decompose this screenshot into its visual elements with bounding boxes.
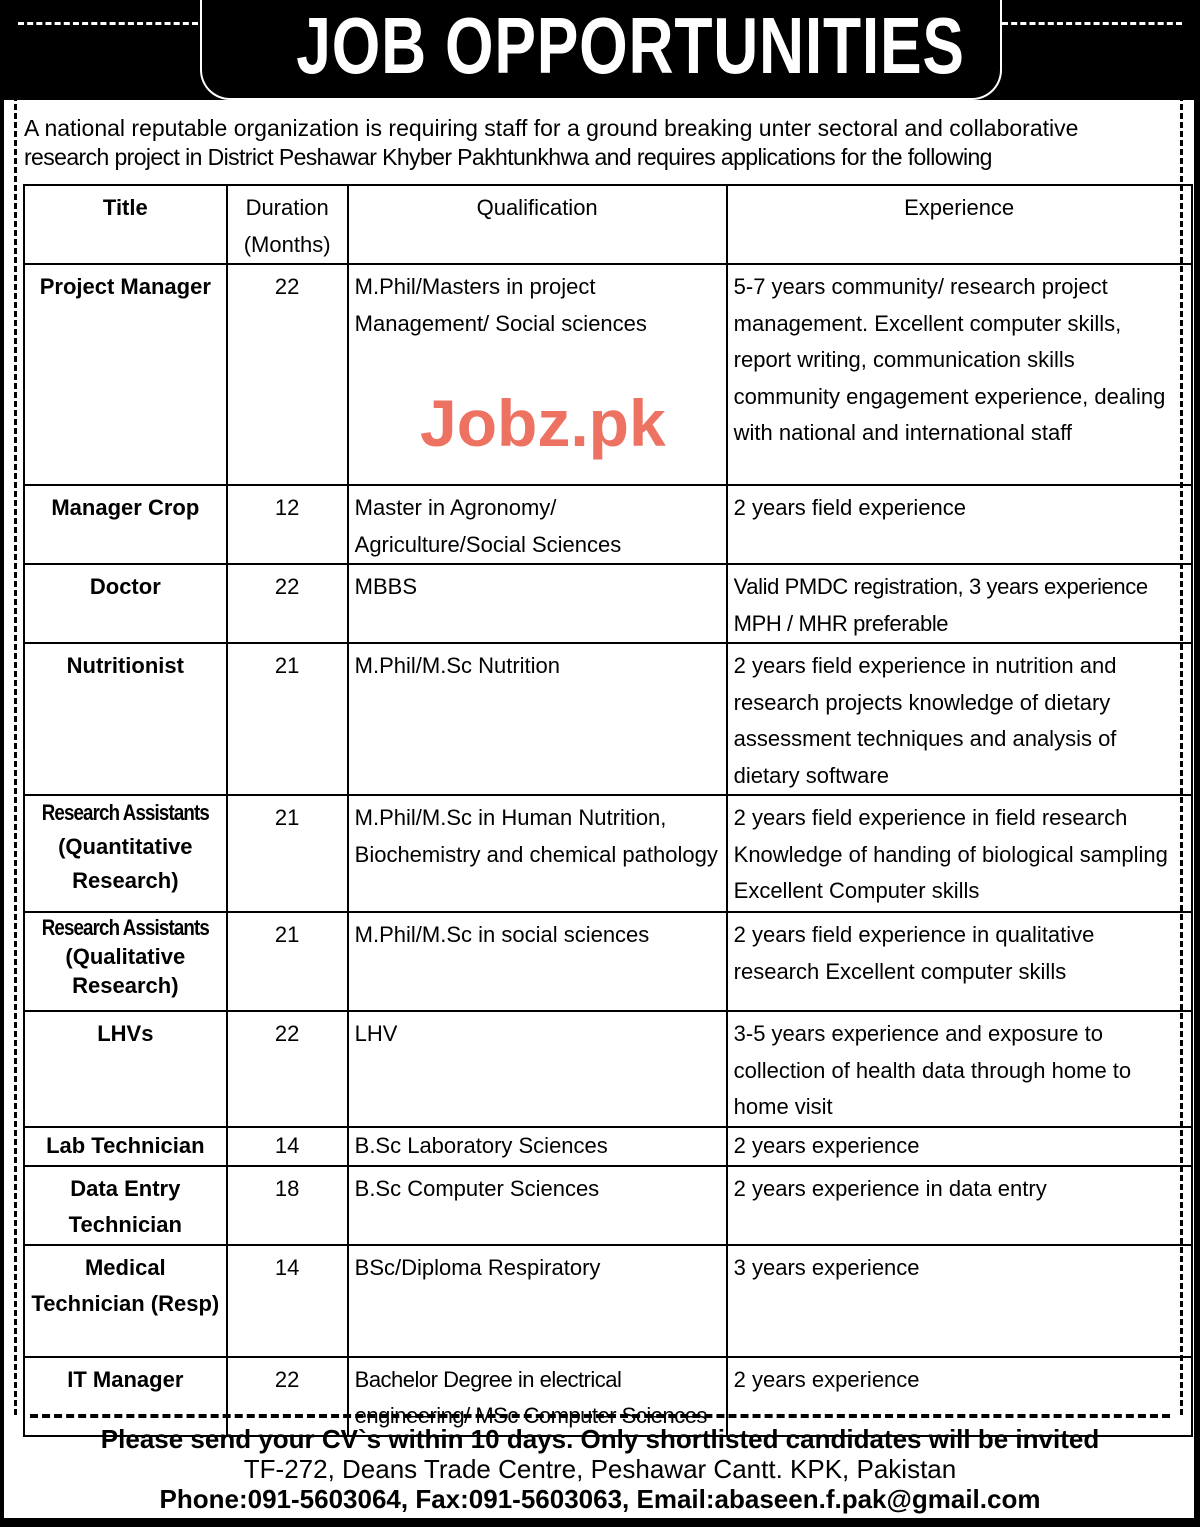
header-dash-right <box>1002 22 1182 25</box>
table-row <box>24 1166 1192 1245</box>
intro-line-1: A national reputable organization is requiring staff for a ground breaking unter sectoral and collaborative <box>24 115 1079 141</box>
job-experience: 2 years field experience in nutrition and research projects knowledge of dietary assessment techniques and analysis of dietary software <box>727 643 1192 795</box>
table-row <box>24 485 1192 564</box>
table-row <box>24 912 1192 1011</box>
job-qualification: MBBS <box>348 564 727 643</box>
job-experience: 3-5 years experience and exposure to collection of health data through home to home visit <box>727 1011 1192 1127</box>
job-duration: 22 <box>227 1011 348 1127</box>
job-title: Project Manager <box>24 264 227 485</box>
table-row <box>24 643 1192 795</box>
job-qualification: M.Phil/M.Sc Nutrition <box>348 643 727 795</box>
header-experience: Experience <box>727 185 1192 264</box>
table-header-row <box>24 185 1192 264</box>
job-title: LHVs <box>24 1011 227 1127</box>
job-title: IT Manager <box>24 1357 227 1436</box>
job-duration: 21 <box>227 643 348 795</box>
job-duration: 22 <box>227 264 348 485</box>
table-row <box>24 1245 1192 1357</box>
job-title: Research Assistants <box>41 915 209 940</box>
job-duration: 14 <box>227 1245 348 1357</box>
table-row <box>24 795 1192 912</box>
job-qualification: B.Sc Computer Sciences <box>348 1166 727 1245</box>
job-qualification: LHV <box>348 1011 727 1127</box>
header-qualification: Qualification <box>348 185 727 264</box>
job-qualification: BSc/Diploma Respiratory <box>348 1245 727 1357</box>
job-title: Medical Technician (Resp) <box>24 1245 227 1357</box>
job-duration: 21 <box>227 912 348 1011</box>
job-subtitle: (Quantitative Research) <box>58 834 193 893</box>
job-title-cell <box>24 795 227 912</box>
job-experience: 2 years experience in data entry <box>727 1166 1192 1245</box>
footer <box>0 1424 1200 1514</box>
job-experience: 2 years field experience <box>727 485 1192 564</box>
table-row <box>24 1127 1192 1166</box>
job-duration: 12 <box>227 485 348 564</box>
job-qualification: Bachelor Degree in electrical engineering/ MSc Computer Sciences <box>348 1357 727 1436</box>
job-title: Manager Crop <box>24 485 227 564</box>
title-box <box>200 0 1002 100</box>
footer-address: TF-272, Deans Trade Centre, Peshawar Cantt. KPK, Pakistan <box>243 1454 957 1484</box>
header-duration: Duration (Months) <box>227 185 348 264</box>
header-title: Title <box>24 185 227 264</box>
watermark: Jobz.pk <box>420 386 666 460</box>
job-duration: 14 <box>227 1127 348 1166</box>
job-title: Research Assistants <box>41 800 209 825</box>
job-subtitle: (Qualitative Research) <box>65 944 186 998</box>
job-qualification: M.Phil/Masters in project Management/ Social sciences <box>348 264 727 485</box>
job-qualification: Master in Agronomy/ Agriculture/Social Sciences <box>348 485 727 564</box>
jobs-table <box>23 184 1193 1437</box>
job-experience: 2 years field experience in qualitative research Excellent computer skills <box>727 912 1192 1011</box>
job-title: Lab Technician <box>24 1127 227 1166</box>
frame-border-left <box>14 95 17 1415</box>
page-title: JOB OPPORTUNITIES <box>296 1 965 90</box>
job-qualification: M.Phil/M.Sc in Human Nutrition, Biochemistry and chemical pathology <box>348 795 727 912</box>
job-experience: 2 years field experience in field research Knowledge of handing of biological sampling Excellent Computer skills <box>727 795 1192 912</box>
footer-contact: Phone:091-5603064, Fax:091-5603063, Email:abaseen.f.pak@gmail.com <box>159 1484 1041 1514</box>
job-title: Nutritionist <box>24 643 227 795</box>
footer-notice: Please send your CV`s within 10 days. Only shortlisted candidates will be invited <box>100 1424 1100 1454</box>
job-experience: 2 years experience <box>727 1357 1192 1436</box>
job-duration: 18 <box>227 1166 348 1245</box>
intro-line-2: research project in District Peshawar Khyber Pakhtunkhwa and requires applications for the following <box>24 144 992 170</box>
job-duration: 22 <box>227 1357 348 1436</box>
table-row <box>24 1011 1192 1127</box>
job-experience: Valid PMDC registration, 3 years experience MPH / MHR preferable <box>727 564 1192 643</box>
intro-text <box>24 114 1184 172</box>
job-duration: 22 <box>227 564 348 643</box>
job-qualification: B.Sc Laboratory Sciences <box>348 1127 727 1166</box>
job-title-cell <box>24 912 227 1011</box>
header-dash-left <box>18 22 198 25</box>
job-title: Data Entry Technician <box>24 1166 227 1245</box>
job-title: Doctor <box>24 564 227 643</box>
job-duration: 21 <box>227 795 348 912</box>
job-qualification: M.Phil/M.Sc in social sciences <box>348 912 727 1011</box>
job-experience: 3 years experience <box>727 1245 1192 1357</box>
job-experience: 5-7 years community/ research project management. Excellent computer skills, report writing, communication skills community engagement experience, dealing with national and international staff <box>727 264 1192 485</box>
job-experience: 2 years experience <box>727 1127 1192 1166</box>
table-row <box>24 564 1192 643</box>
